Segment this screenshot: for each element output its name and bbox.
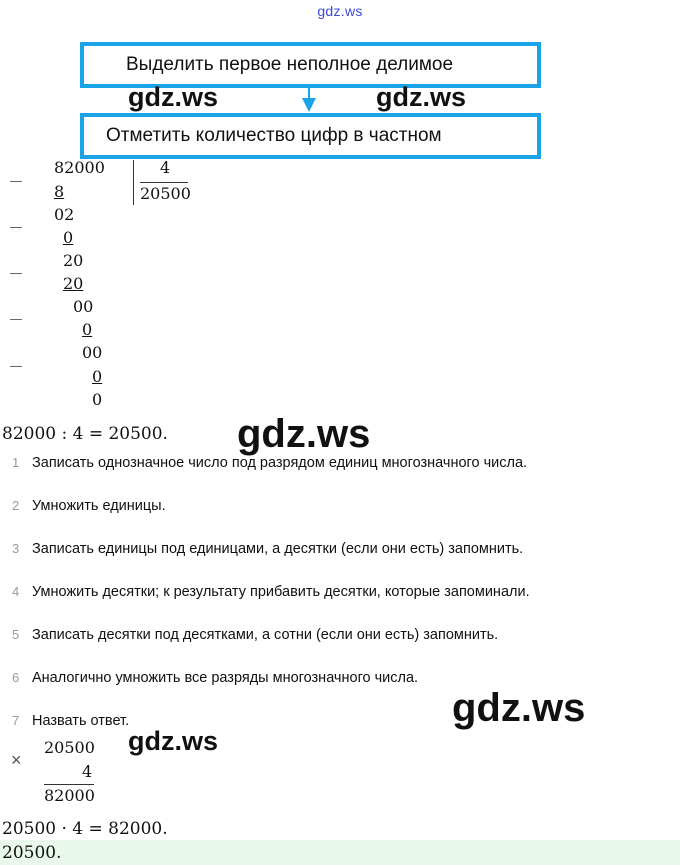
watermark: gdz.ws: [376, 82, 467, 112]
step-text: Умножить единицы.: [32, 498, 166, 514]
division-row: 0: [63, 228, 74, 247]
division-bracket: [133, 160, 134, 205]
answer: 20500.: [2, 843, 62, 863]
step-number: 2: [12, 498, 20, 513]
minus-sign: [10, 227, 22, 228]
step-text: Аналогично умножить все разряды многозначного числа.: [32, 670, 419, 686]
step-number: 6: [12, 670, 20, 685]
division-row: 0: [92, 367, 103, 386]
step-text: Записать десятки под десятками, а сотни (если они есть) запомнить.: [32, 627, 499, 643]
step-text: Записать единицы под единицами, а десятки (если они есть) запомнить.: [32, 541, 524, 557]
step-text: Умножить десятки; к результату прибавить десятки, которые запоминали.: [32, 584, 530, 600]
algorithm-box-2: [80, 113, 541, 159]
answer-highlight: [0, 840, 680, 865]
division-row: 02: [54, 205, 75, 224]
step-number: 7: [12, 713, 20, 728]
minus-sign: [10, 319, 22, 320]
factor-2: 4: [82, 762, 93, 781]
watermark: gdz.ws: [452, 686, 586, 730]
down-arrow-icon: [302, 98, 316, 112]
division-row: 0: [92, 390, 103, 409]
watermark-top: gdz.ws: [317, 3, 363, 19]
division-row: 00: [82, 343, 103, 362]
division-row: 20: [63, 274, 84, 293]
product-line: [44, 784, 94, 785]
division-row: 8: [54, 182, 65, 201]
division-row: 20: [63, 251, 84, 270]
minus-sign: [10, 181, 22, 182]
algorithm-box-2-text: Отметить количество цифр в частном: [106, 125, 442, 146]
division-result: 82000 : 4 = 20500.: [2, 424, 168, 444]
minus-sign: [10, 366, 22, 367]
quotient: 20500: [140, 184, 191, 203]
step-text: Назвать ответ.: [32, 713, 130, 729]
quotient-line: [140, 182, 188, 183]
watermark: gdz.ws: [237, 412, 371, 456]
product: 82000: [44, 786, 95, 805]
step-number: 3: [12, 541, 20, 556]
step-number: 5: [12, 627, 20, 642]
divisor: 4: [160, 158, 171, 177]
watermark: gdz.ws: [128, 726, 219, 756]
step-text: Записать однозначное число под разрядом единиц многозначного числа.: [32, 455, 528, 471]
watermark: gdz.ws: [128, 82, 219, 112]
minus-sign: [10, 273, 22, 274]
dividend: 82000: [54, 158, 105, 177]
factor-1: 20500: [44, 738, 95, 757]
step-number: 1: [12, 455, 20, 470]
division-row: 0: [82, 320, 93, 339]
multiplication-result: 20500 · 4 = 82000.: [2, 819, 168, 839]
step-number: 4: [12, 584, 20, 599]
division-row: 00: [73, 297, 94, 316]
algorithm-box-1-text: Выделить первое неполное делимое: [126, 54, 454, 75]
multiply-sign: ×: [11, 750, 22, 770]
